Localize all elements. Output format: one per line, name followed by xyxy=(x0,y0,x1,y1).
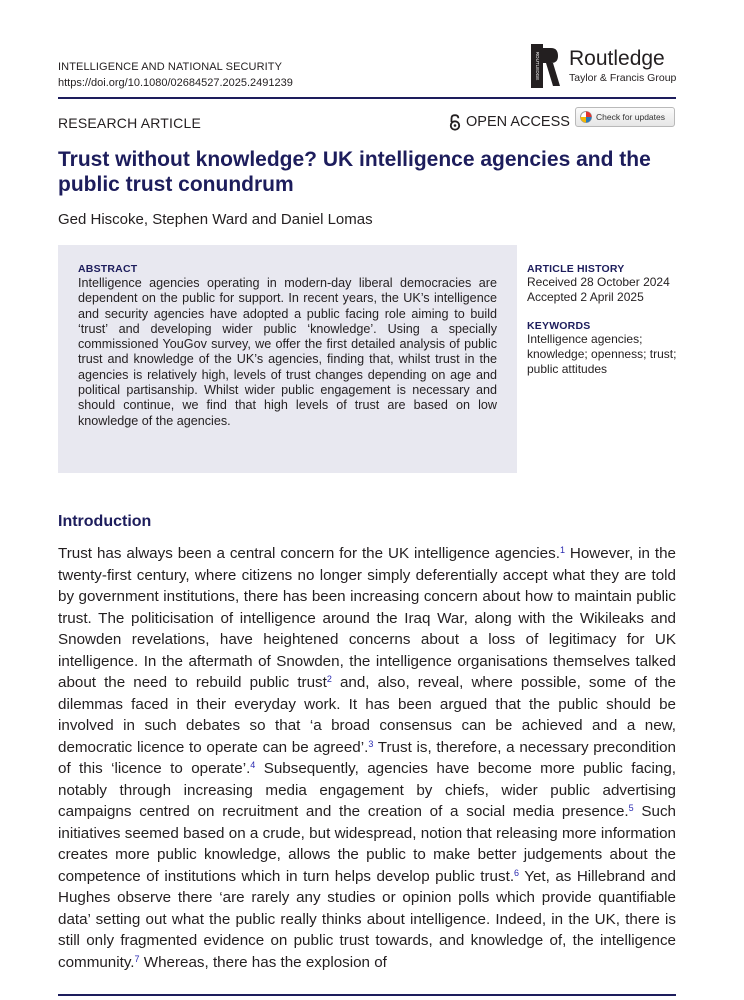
open-lock-icon xyxy=(449,114,461,131)
article-type: RESEARCH ARTICLE xyxy=(58,115,201,131)
intro-text-3: and, also, reveal, where possible, some of the dilemmas faced in their everyday work. It has been argued that the public should be involved in such debates so that ‘a broad consensus can be achieved and a new, democratic licence to operate can be agreed’. xyxy=(58,674,676,756)
open-access-label: OPEN ACCESS xyxy=(466,114,570,130)
introduction-paragraph xyxy=(58,543,676,973)
logo-mark-text: ROUTLEDGE xyxy=(534,51,540,81)
footnote-ref-7[interactable]: 7 xyxy=(134,953,140,964)
intro-text-1: Trust has always been a central concern for the UK intelligence agencies. xyxy=(58,545,560,562)
keywords-list: Intelligence agencies; knowledge; openness; trust; public attitudes xyxy=(527,332,677,376)
crossmark-icon xyxy=(580,111,592,123)
abstract-heading: ABSTRACT xyxy=(78,263,138,275)
article-title: Trust without knowledge? UK intelligence agencies and the public trust conundrum xyxy=(58,148,651,196)
routledge-mark-icon xyxy=(531,44,561,88)
publisher-name: Routledge xyxy=(569,47,665,70)
footnote-ref-2[interactable]: 2 xyxy=(326,674,332,684)
article-metadata xyxy=(527,263,687,377)
routledge-logo[interactable] xyxy=(531,44,681,88)
keywords-heading: KEYWORDS xyxy=(527,320,591,332)
intro-text-7: Yet, as Hillebrand and Hughes observe there ‘are rarely any studies or opinion polls which provide quantifiable data’ setting out what the public really thinks about intelligence. Indeed, in the UK, there is still only fragmented evidence on public trust towards, and knowledge of, the intelligence community. xyxy=(58,867,676,971)
publisher-group: Taylor & Francis Group xyxy=(569,72,677,84)
abstract-text: Intelligence agencies operating in modern-day liberal democracies are dependent on the public for support. In recent years, the UK’s intelligence and security agencies have adopted a public facing role aiming to build ‘trust’ and developing wider public ‘knowledge’. Using a specially commissioned YouGov survey, we offer the first detailed analysis of public trust and knowledge of the UK’s agencies, finding that, whilst trust in the agencies is relatively high, levels of trust changes depending on age and political partisanship. Whilst wider public engagement is necessary and should continue, we find that high levels of trust are based on low knowledge of the agencies. xyxy=(78,276,497,428)
footer-rule xyxy=(58,994,676,996)
intro-text-4: Trust is, therefore, a necessary precondition of this ‘licence to operate’. xyxy=(58,738,676,777)
open-access-badge xyxy=(449,112,570,132)
received-date: Received 28 October 2024 xyxy=(527,275,670,289)
footnote-ref-5[interactable]: 5 xyxy=(628,803,634,813)
check-updates-label: Check for updates xyxy=(596,112,665,122)
intro-text-5: Subsequently, agencies have become more public facing, notably through increasing media engagement by chiefs, wider public advertising campaigns centred on recruitment and the creation of a social media presence. xyxy=(58,760,676,820)
intro-text-8: Whereas, there has the explosion of xyxy=(139,953,387,971)
abstract-box xyxy=(58,245,517,473)
footnote-ref-1[interactable]: 1 xyxy=(559,545,565,555)
journal-name: INTELLIGENCE AND NATIONAL SECURITY xyxy=(58,61,283,73)
intro-text-6: Such initiatives seemed based on a crude, but widespread, notion that releasing more information creates more public knowledge, allows the public to make better judgements about the competence of institutions which in turn helps develop public trust. xyxy=(58,803,677,885)
authors[interactable]: Ged Hiscoke, Stephen Ward and Daniel Lomas xyxy=(58,211,373,228)
section-heading-introduction: Introduction xyxy=(58,513,152,530)
footnote-ref-6[interactable]: 6 xyxy=(514,867,520,878)
article-history-heading: ARTICLE HISTORY xyxy=(527,263,625,275)
accepted-date: Accepted 2 April 2025 xyxy=(527,290,644,304)
header-rule xyxy=(58,97,676,99)
footnote-ref-4[interactable]: 4 xyxy=(250,760,256,770)
doi-link[interactable]: https://doi.org/10.1080/02684527.2025.2491239 xyxy=(58,77,293,89)
check-for-updates-button[interactable] xyxy=(575,107,675,127)
footnote-ref-3[interactable]: 3 xyxy=(368,738,374,749)
intro-text-2: However, in the twenty-first century, where citizens no longer simply deferentially accept what they are told by government institutions, there has been increasing concern about how to maintain public trust. The politicisation of intelligence around the Iraq War, along with the Wikileaks and Snowden revelations, have heightened concerns about a loss of legitimacy for UK intelligence. In the aftermath of Snowden, the intelligence organisations themselves talked about the need to rebuild public trust xyxy=(58,545,676,691)
